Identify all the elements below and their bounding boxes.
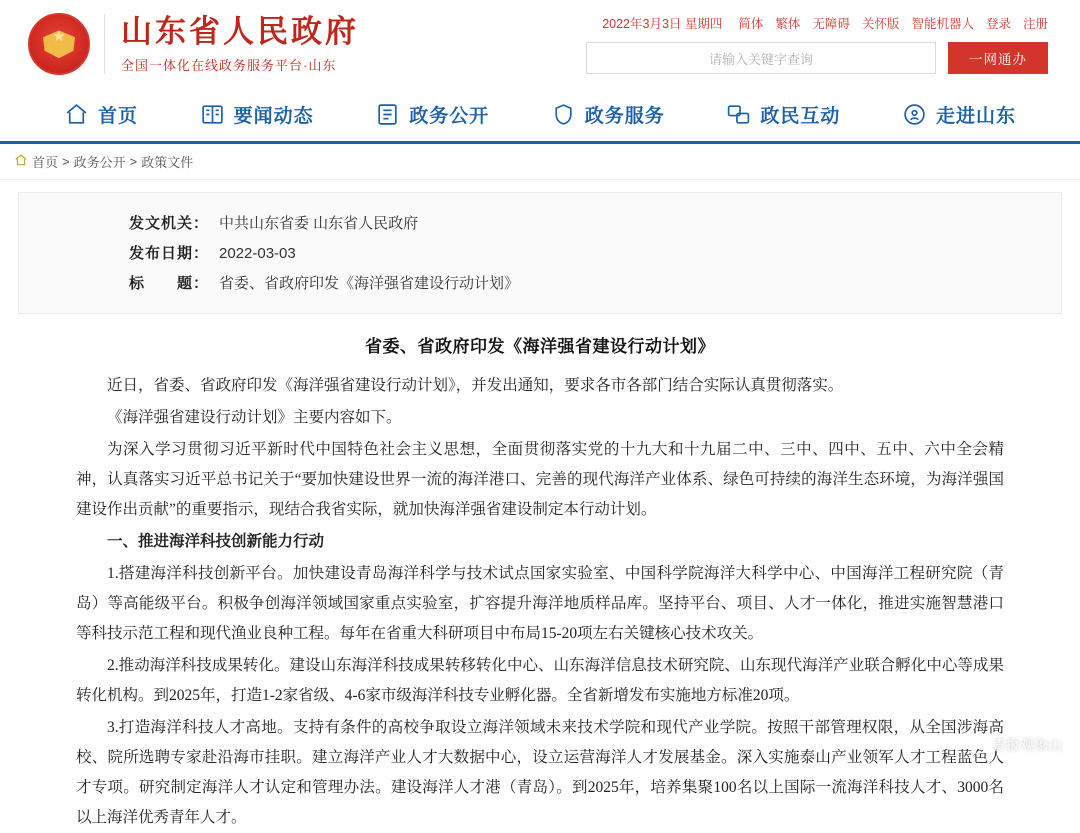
meta-label-title: 标 题： — [128, 275, 209, 292]
document-icon — [375, 102, 400, 127]
nav-label: 首页 — [98, 106, 139, 127]
nav-item-interaction[interactable] — [726, 101, 840, 128]
article-paragraph: 2.推动海洋科技成果转化。建设山东海洋科技成果转移转化中心、山东海洋信息技术研究院、山东现代海洋产业联合孵化中心等成果转化机构。到2025年，打造1-2家省级、4-6家市级海洋科技专业孵化器。全省新增发布实施地方标准20项。 — [76, 657, 1004, 704]
header-right — [586, 14, 1052, 74]
link-login[interactable]: 登录 — [985, 17, 1011, 31]
national-emblem-icon: ★ — [28, 13, 90, 75]
nav-item-services[interactable] — [551, 101, 665, 128]
article-section-heading: 一、推进海洋科技创新能力行动 — [107, 533, 325, 550]
search-input[interactable]: 请输入关键字查询 — [586, 42, 936, 74]
page-title: 省委、省政府印发《海洋强省建设行动计划》 — [365, 337, 715, 356]
breadcrumb-item-home[interactable]: 首页 — [32, 155, 59, 170]
article-paragraph: 3.打造海洋科技人才高地。支持有条件的高校争取设立海洋领域未来技术学院和现代产业学院。按照干部管理权限，从全国涉海高校、院所选聘专家赴沿海市挂职。建立海洋产业人才大数据中心，设立运营海洋人才发展基金。深入实施泰山产业领军人才工程蓝色人才专项。研究制定海洋人才认定和管理办法。建设海洋人才港（青岛）。到2025年，培养集聚100名以上国际一流海洋科技人才、3000名以上海洋优秀青年人才。 — [76, 719, 1004, 826]
nav-item-home[interactable] — [64, 101, 138, 128]
shield-icon — [551, 102, 576, 127]
link-simplified[interactable]: 简体 — [738, 17, 764, 31]
link-robot[interactable]: 智能机器人 — [911, 17, 974, 31]
nav-label: 政民互动 — [760, 106, 841, 127]
meta-value-issuer: 中共山东省委 山东省人民政府 — [219, 215, 419, 232]
location-icon — [902, 102, 927, 127]
meta-label-issuer: 发文机关： — [128, 215, 209, 232]
link-register[interactable]: 注册 — [1022, 17, 1048, 31]
onenet-button[interactable]: 一网通办 — [948, 42, 1048, 74]
article — [18, 314, 1062, 833]
breadcrumb-item-open-government[interactable]: 政务公开 — [73, 155, 126, 170]
nav-label: 走进山东 — [935, 106, 1016, 127]
site-subtitle: 全国一体化在线政务服务平台·山东 — [121, 57, 337, 73]
top-links — [602, 14, 1048, 32]
search-row — [586, 42, 1048, 74]
meta-value-title: 省委、省政府印发《海洋强省建设行动计划》 — [219, 275, 520, 292]
nav-item-open-government[interactable] — [375, 101, 489, 128]
page-body — [0, 192, 1080, 833]
nav-label: 政务公开 — [409, 106, 490, 127]
meta-row — [19, 239, 1061, 269]
book-icon — [200, 102, 225, 127]
link-accessibility[interactable]: 无障碍 — [812, 17, 850, 31]
site-title-block — [104, 14, 359, 74]
site-header — [0, 0, 1080, 88]
nav-item-news[interactable] — [200, 101, 314, 128]
nav-item-visit-shandong[interactable] — [902, 101, 1016, 128]
meta-row — [19, 209, 1061, 239]
article-paragraph: 《海洋强省建设行动计划》主要内容如下。 — [107, 409, 402, 426]
breadcrumb-separator: > — [62, 154, 70, 169]
watermark-text: 青报观象山 — [992, 737, 1062, 753]
document-meta-card — [18, 192, 1062, 314]
home-icon — [64, 102, 89, 127]
meta-label-date: 发布日期： — [128, 245, 209, 262]
article-paragraph: 1.搭建海洋科技创新平台。加快建设青岛海洋科学与技术试点国家实验室、中国科学院海洋大科学中心、中国海洋工程研究院（青岛）等高能级平台。积极争创海洋领域国家重点实验室，扩容提升海洋地质样品库。坚持平台、项目、人才一体化，推进实施智慧港口等科技示范工程和现代渔业良种工程。每年在省重大科研项目中布局15-20项左右关键核心技术攻关。 — [76, 565, 1004, 642]
breadcrumb-separator: > — [129, 154, 138, 169]
article-paragraph: 为深入学习贯彻习近平新时代中国特色社会主义思想，全面贯彻落实党的十九大和十九届二中、三中、四中、五中、六中全会精神，认真落实习近平总书记关于“要加快建设世界一流的海洋港口、完善的现代海洋产业体系、绿色可持续的海洋生态环境，为海洋强国建设作出贡献”的重要指示，现结合我省实际，就加快海洋强省建设制定本行动计划。 — [76, 441, 1004, 518]
breadcrumb-bar — [0, 144, 1080, 180]
article-paragraph: 近日，省委、省政府印发《海洋强省建设行动计划》，并发出通知，要求各市各部门结合实际认真贯彻落实。 — [107, 377, 844, 394]
main-nav — [0, 88, 1080, 144]
link-care-version[interactable]: 关怀版 — [861, 17, 900, 31]
meta-row — [19, 269, 1061, 299]
link-traditional[interactable]: 繁体 — [775, 17, 801, 31]
nav-label: 要闻动态 — [233, 106, 314, 127]
nav-label: 政务服务 — [584, 106, 665, 127]
breadcrumb-item-policy-docs[interactable]: 政策文件 — [141, 155, 194, 170]
current-date: 2022年3月3日 星期四 — [602, 17, 723, 31]
home-small-icon — [14, 153, 28, 170]
site-title: 山东省人民政府 — [121, 14, 359, 50]
breadcrumb — [14, 152, 193, 171]
meta-value-date: 2022-03-03 — [219, 245, 296, 262]
chat-icon — [726, 102, 751, 127]
